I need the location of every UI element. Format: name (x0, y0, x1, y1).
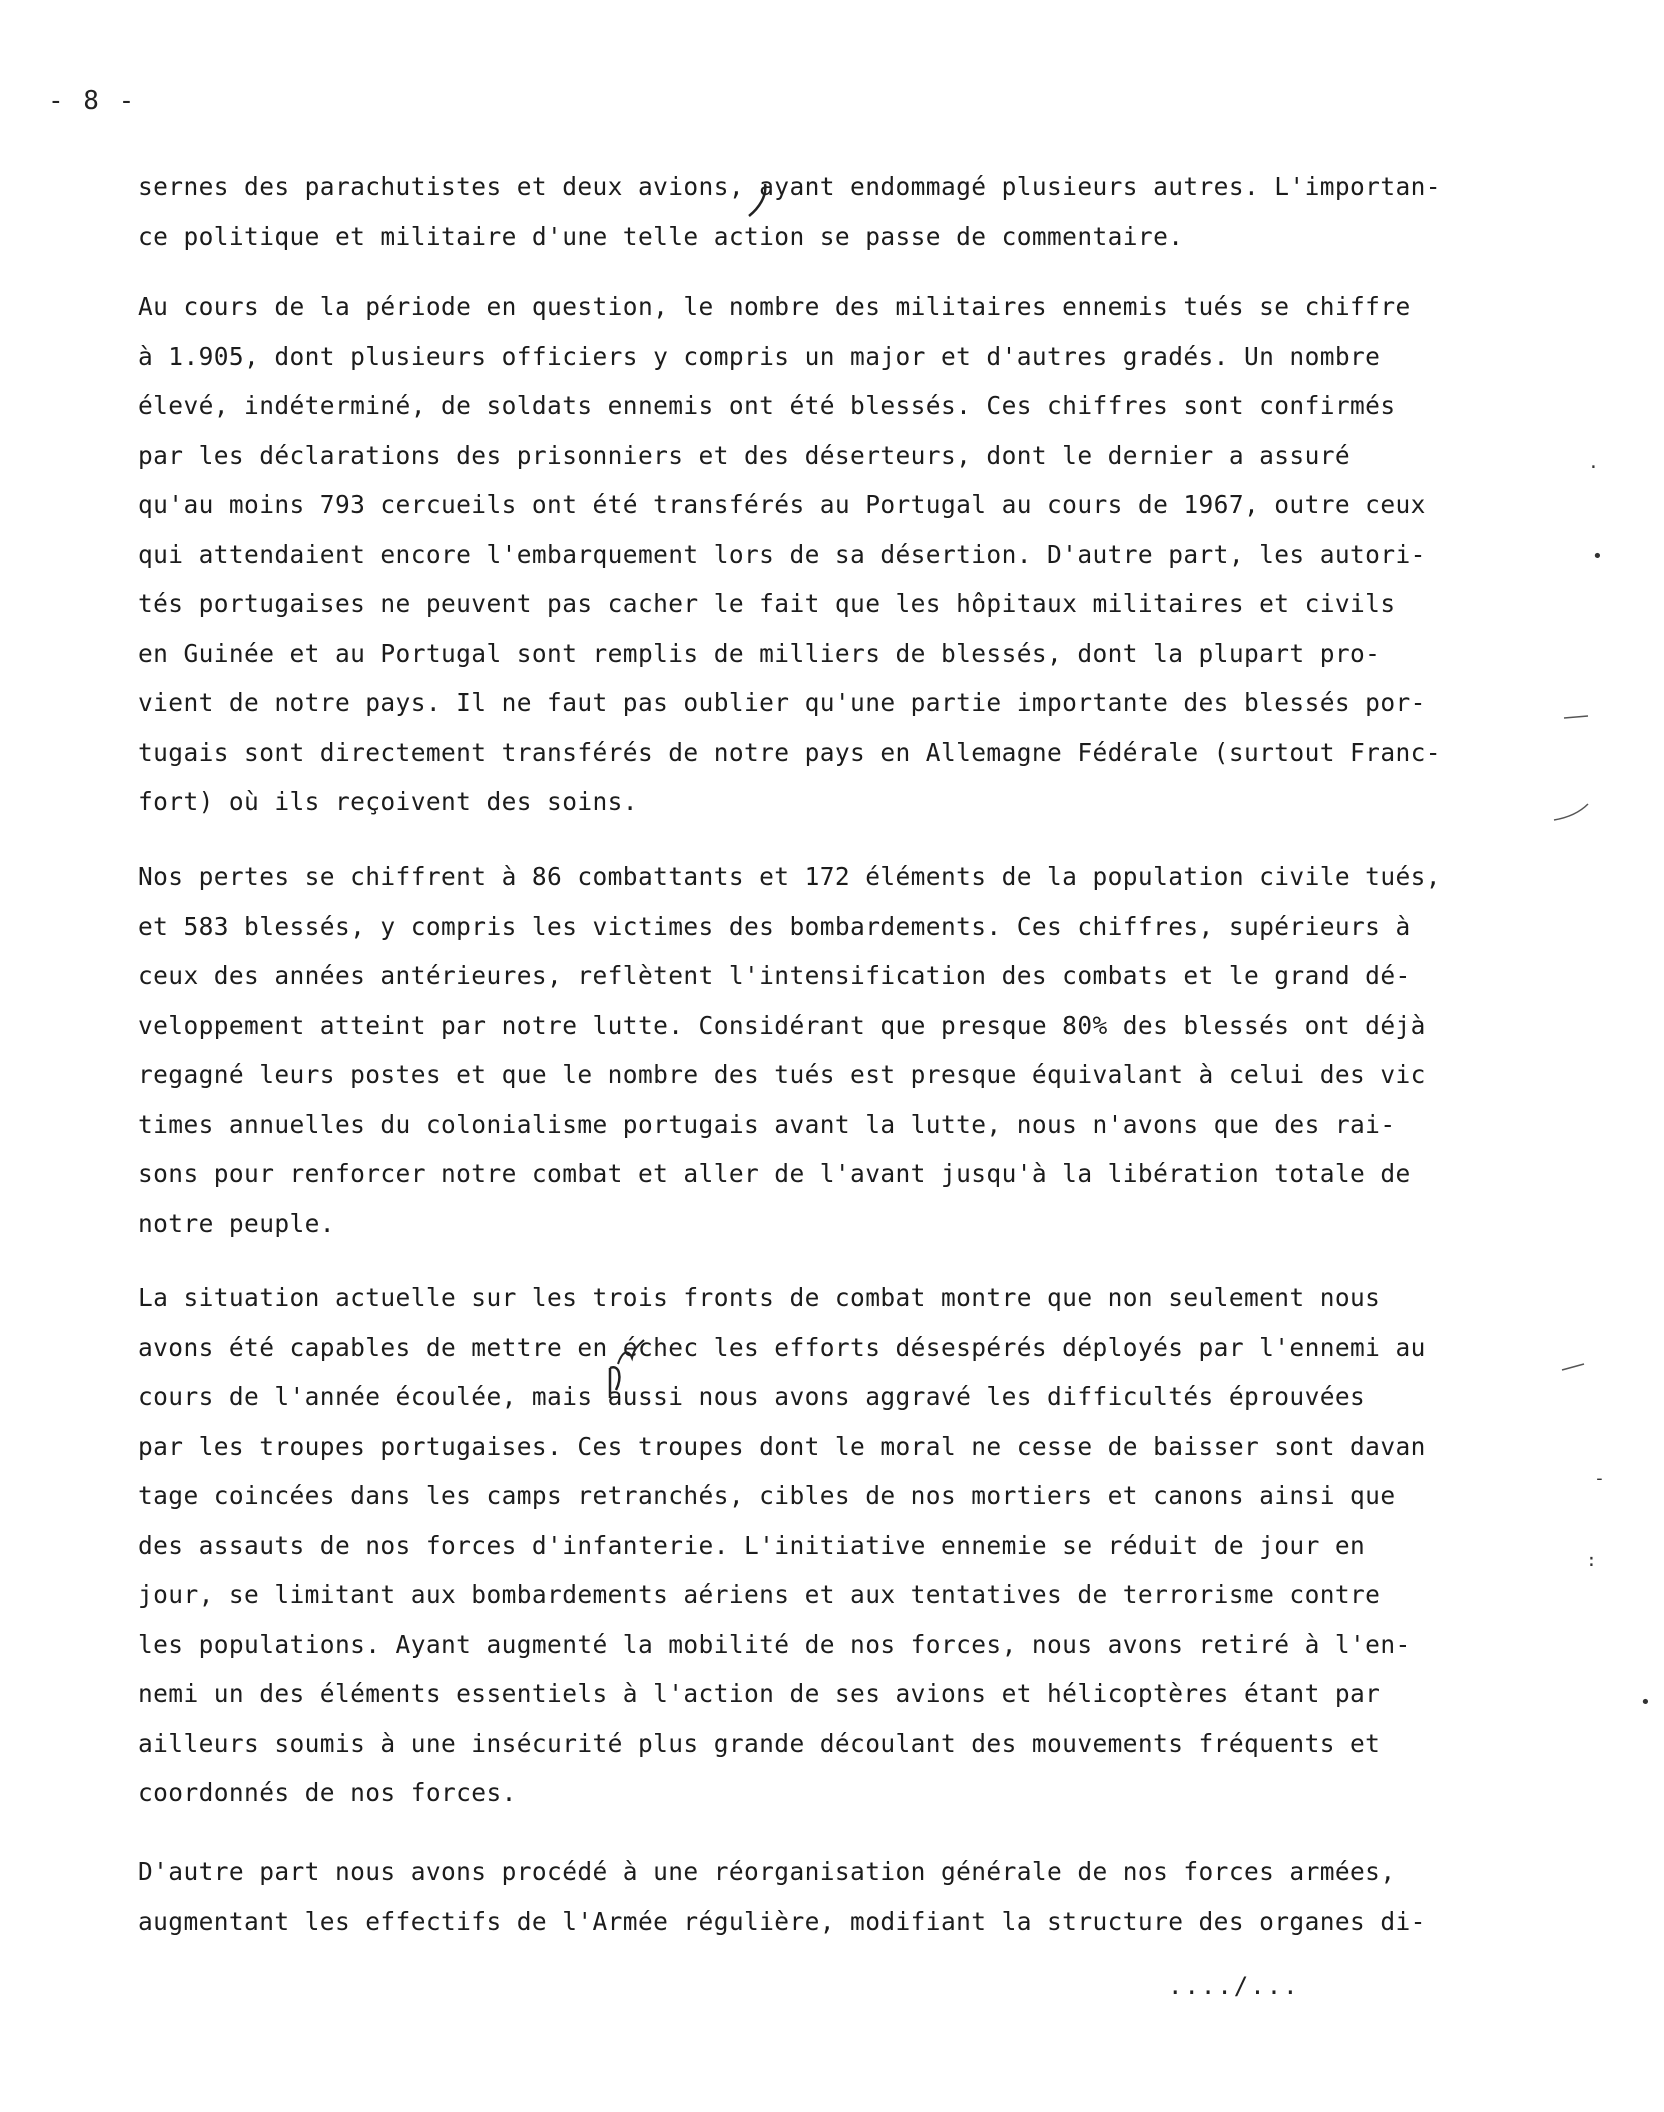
text-line: D'autre part nous avons procédé à une réorganisation générale de nos forces armées, (138, 1857, 1396, 1886)
text-line: en Guinée et au Portugal sont remplis de milliers de blessés, dont la plupart pro- (138, 638, 1381, 668)
text-line: fort) où ils reçoivent des soins. (138, 787, 638, 816)
text-line: et 583 blessés, y compris les victimes des bombardements. Ces chiffres, supérieurs à (138, 911, 1411, 941)
text-line: avons été capables de mettre en échec les efforts désespérés déployés par l'ennemi au (138, 1332, 1426, 1362)
text-line: coordonnés de nos forces. (138, 1778, 517, 1807)
text-line: tage coincées dans les camps retranchés, cibles de nos mortiers et canons ainsi que (138, 1481, 1396, 1510)
paragraph-4 (138, 1273, 1498, 1818)
text-line: les populations. Ayant augmenté la mobilité de nos forces, nous avons retiré à l'en- (138, 1629, 1411, 1659)
text-line: cours de l'année écoulée, mais aussi nous avons aggravé les difficultés éprouvées (138, 1382, 1366, 1411)
text-line: Au cours de la période en question, le nombre des militaires ennemis tués se chiffre (138, 292, 1411, 321)
text-line: sons pour renforcer notre combat et aller de l'avant jusqu'à la libération totale de (138, 1159, 1411, 1188)
text-line: notre peuple. (138, 1208, 335, 1238)
text-line: tugais sont directement transférés de notre pays en Allemagne Fédérale (surtout Franc- (138, 737, 1441, 767)
page-number: - 8 - (48, 86, 137, 116)
text-line: par les déclarations des prisonniers et des déserteurs, dont le dernier a assuré (138, 440, 1351, 470)
margin-speck (1562, 712, 1592, 722)
margin-speck: • (1592, 546, 1603, 567)
text-line: à 1.905, dont plusieurs officiers y compris un major et d'autres gradés. Un nombre (138, 341, 1381, 371)
text-line: ce politique et militaire d'une telle action se passe de commentaire. (138, 221, 1184, 251)
text-line: sernes des parachutistes et deux avions, ayant endommagé plusieurs autres. L'importan- (138, 172, 1441, 201)
text-line: qui attendaient encore l'embarquement lors de sa désertion. D'autre part, les autori- (138, 539, 1426, 569)
text-line: Nos pertes se chiffrent à 86 combattants et 172 éléments de la population civile tués, (138, 862, 1441, 891)
margin-speck: . (1588, 452, 1599, 473)
text-line: veloppement atteint par notre lutte. Considérant que presque 80% des blessés ont déjà (138, 1010, 1426, 1040)
text-line: par les troupes portugaises. Ces troupes dont le moral ne cesse de baisser sont davan (138, 1431, 1426, 1461)
margin-speck: • (1640, 1692, 1651, 1713)
margin-speck (1560, 1360, 1590, 1374)
text-line: ceux des années antérieures, reflètent l'intensification des combats et le grand dé- (138, 961, 1411, 990)
text-line: regagné leurs postes et que le nombre des tués est presque équivalant à celui des vic (138, 1060, 1426, 1089)
margin-speck: - (1594, 1468, 1605, 1489)
text-line: qu'au moins 793 cercueils ont été transférés au Portugal au cours de 1967, outre ceux (138, 490, 1426, 519)
continuation-marker: ..../... (1168, 1972, 1300, 2000)
text-line: augmentant les effectifs de l'Armée régulière, modifiant la structure des organes di- (138, 1906, 1426, 1936)
paragraph-2 (138, 282, 1498, 827)
margin-speck (1552, 800, 1592, 824)
text-line: des assauts de nos forces d'infanterie. L'initiative ennemie se réduit de jour en (138, 1530, 1366, 1560)
text-line: ailleurs soumis à une insécurité plus grande découlant des mouvements fréquents et (138, 1728, 1381, 1758)
text-line: jour, se limitant aux bombardements aériens et aux tentatives de terrorisme contre (138, 1580, 1381, 1609)
paragraph-5 (138, 1847, 1498, 1946)
text-line: times annuelles du colonialisme portugais avant la lutte, nous n'avons que des rai- (138, 1109, 1396, 1139)
text-line: La situation actuelle sur les trois fronts de combat montre que non seulement nous (138, 1283, 1381, 1312)
margin-speck: : (1586, 1550, 1597, 1571)
text-line: vient de notre pays. Il ne faut pas oublier qu'une partie importante des blessés por- (138, 688, 1426, 717)
paragraph-1 (138, 162, 1498, 261)
paragraph-3 (138, 852, 1498, 1248)
text-line: tés portugaises ne peuvent pas cacher le fait que les hôpitaux militaires et civils (138, 589, 1396, 618)
text-line: élevé, indéterminé, de soldats ennemis ont été blessés. Ces chiffres sont confirmés (138, 391, 1396, 420)
text-line: nemi un des éléments essentiels à l'action de ses avions et hélicoptères étant par (138, 1679, 1381, 1708)
